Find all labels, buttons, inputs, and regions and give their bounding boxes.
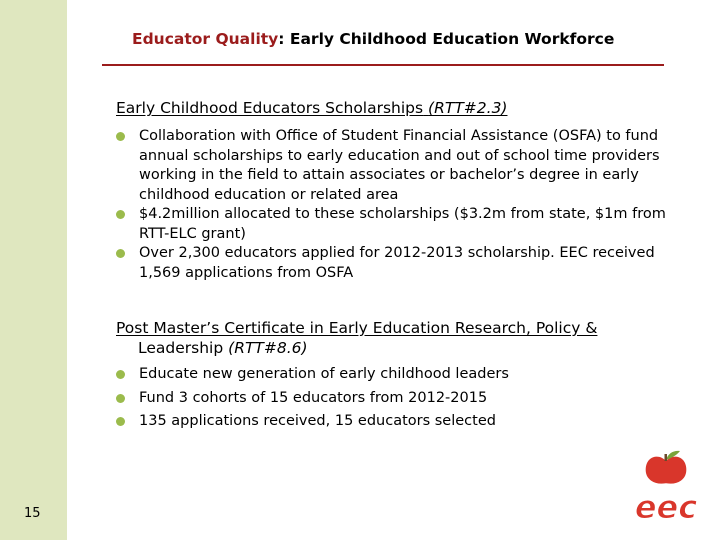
- bullet-icon: [116, 370, 125, 379]
- section-tag: (RTT#8.6): [228, 339, 308, 357]
- bullet-icon: [116, 417, 125, 426]
- title-accent: Educator Quality: [132, 30, 279, 48]
- page-number: 15: [24, 506, 41, 521]
- list-item: Collaboration with Office of Student Financial Assistance (OSFA) to fund annual scholarships to early education and out of school time providers working in the field to attain associates or bachelor’s degree in early childhood education or related area: [112, 127, 692, 205]
- title-rest: : Early Childhood Education Workforce: [278, 30, 615, 48]
- eec-logo: [628, 450, 704, 524]
- list-item: Fund 3 cohorts of 15 educators from 2012-2015: [112, 389, 692, 409]
- section-heading-scholarships: Early Childhood Educators Scholarships (RTT#2.3): [116, 99, 508, 117]
- bullet-icon: [116, 210, 125, 219]
- slide-title: [132, 30, 712, 48]
- scholarship-bullets: [112, 127, 692, 283]
- list-item: 135 applications received, 15 educators selected: [112, 412, 692, 432]
- logo-text: eec: [634, 488, 698, 524]
- sidebar-band: [0, 0, 67, 540]
- section-heading-certificate: Post Master’s Certificate in Early Education Research, Policy & Leadership (RTT#8.6): [116, 319, 598, 357]
- bullet-icon: [116, 394, 125, 403]
- list-item: $4.2million allocated to these scholarships ($3.2m from state, $1m from RTT-ELC grant): [112, 205, 692, 244]
- list-item: Educate new generation of early childhood leaders: [112, 365, 692, 385]
- bullet-icon: [116, 249, 125, 258]
- stem-icon: [665, 454, 668, 461]
- title-divider: [102, 64, 664, 66]
- list-item: Over 2,300 educators applied for 2012-2013 scholarship. EEC received 1,569 applications from OSFA: [112, 244, 692, 283]
- certificate-bullets: [112, 365, 692, 432]
- section-tag: (RTT#2.3): [428, 99, 508, 117]
- bullet-icon: [116, 132, 125, 141]
